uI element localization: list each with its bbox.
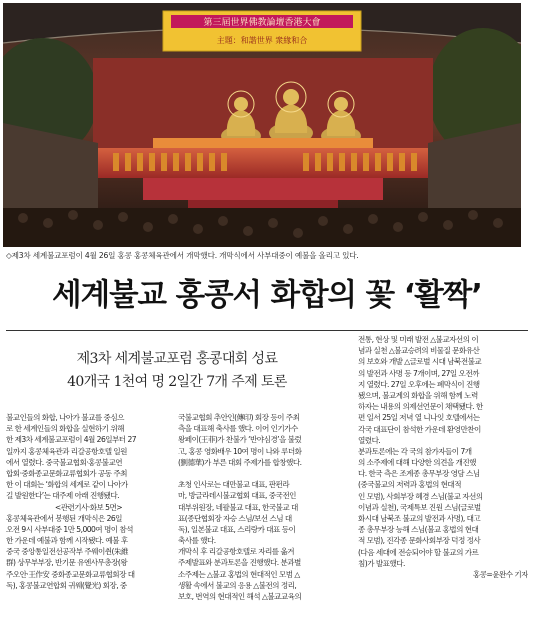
article-line: 주제발표와 분과토론을 진행했다. 분과별 <box>178 558 301 568</box>
article-line: 소주제는 △불교 홍법의 현대적인 모범 △ <box>178 569 300 579</box>
article-line: (다음 세대에 전승되어야 할 불교의 가르 <box>358 547 479 557</box>
article-line: 됐으며, 불교계의 화합을 위해 함께 노력 <box>358 390 478 400</box>
audience <box>3 208 521 247</box>
article-line: 로 한 세계인들의 화합을 실현하기 위해 <box>6 424 124 434</box>
article-line: 종 총무부장 능해 스님(불교 홍법의 현대 <box>358 525 479 535</box>
article-line <box>178 468 346 479</box>
article-line: (중국불교의 저력과 홍법의 현대적 <box>358 480 462 490</box>
article-line: 분과토론에는 각 국의 참가자들이 7개 <box>358 446 472 456</box>
article-line: 한 제3차 세계불교포럼이 4월 26일부터 27 <box>6 435 137 445</box>
article-line: 한 가운데 예불과 함께 시작됐다. 예불 후 <box>6 536 128 546</box>
article-line: 지 열렸다. 27일 오후에는 폐막식이 진행 <box>358 379 480 389</box>
article-line: 주오안·王作安 중화종교문화교류협회장 대 <box>6 569 135 579</box>
article-line: 적 모범), 진각종 문화사회부장 덕정 정사 <box>358 536 481 546</box>
article-line: 열렸다. <box>358 435 381 445</box>
banner-line2: 主題：和諧世界 衆緣和合 <box>216 36 308 45</box>
article-line: (劉德華)가 부른 대회 주제가를 합창했다. <box>178 457 302 467</box>
article-line: 표(종단협회장 자승 스님/보선 스님 대 <box>178 513 292 523</box>
article-line: 축사를 했다. <box>178 536 216 546</box>
article-column-1 <box>6 412 171 638</box>
article-line: 대부위원장, 네팔불교 대표, 한국불교 대 <box>178 502 298 512</box>
headline: 세계불교 홍콩서 화합의 꽃 ‘활짝’ <box>52 278 482 313</box>
article-line: 국불교협회 추안인(傳印) 회장 등이 주최 <box>178 413 300 422</box>
subhead-1: 제3차 세계불교포럼 홍콩대회 성료 <box>76 351 278 367</box>
article-line: 의 소주제에 대해 다양한 의견을 개진했 <box>358 458 476 468</box>
photo-caption: ◇제3차 세계불교포럼이 4월 26일 홍콩 홍콩체육관에서 개막했다. 개막식에서 사부대중이 예불을 올리고 있다. <box>6 251 359 260</box>
article-line: 화시대 남북조 불교의 발전과 사명), 대고 <box>358 514 481 523</box>
article-line: 길 발원한다’는 대주제 아래 진행됐다. <box>6 491 119 501</box>
article-line: <관련기사·화보 5면> <box>54 502 123 512</box>
article-line: 群) 상무부부장, 반기문 유엔사무총장(왕 <box>6 558 128 568</box>
banner <box>163 11 361 51</box>
banner-line1: 第三屆世界佛教論壇香港大會 <box>203 18 321 28</box>
article-line: 다. 한국 측은 조계종 총무부장 영담 스님 <box>358 469 480 479</box>
article-line: 각국 대표단이 참석한 가운데 환영만찬이 <box>358 424 481 434</box>
article-line: 이념과 실천), 국제특보 진원 스님(글로벌 <box>358 502 481 512</box>
article-line: 의 보호와 개발 △글로벌 시대 남북전불교 <box>358 357 482 367</box>
event-photo <box>3 3 521 247</box>
article-line: 왕페이(王菲)가 찬불가 ‘반야심경’을 불렀 <box>178 435 302 445</box>
divider <box>6 330 528 331</box>
article-line: 중국 중앙통일전선공작부 주웨이췬(朱維 <box>6 547 129 557</box>
article-line: 홍콩체육관에서 봉행된 개막식은 26일 <box>6 513 122 523</box>
article-line: 인 모범), 사회부장 혜경 스님(불교 자선의 <box>358 491 483 501</box>
event-photo-svg <box>3 3 521 247</box>
article-line: 독), 일본불교 대표, 스리랑카 대표 등이 <box>178 524 296 534</box>
article-line: 초청 인사로는 대만불교 대표, 판펀라 <box>178 480 290 490</box>
article-line: 보호, 번역의 현대적인 해석 △불교교육의 <box>178 592 302 601</box>
article-line: 독), 홍콩불교연합회 귀웨(覺光) 회장, 중 <box>6 580 127 590</box>
article-line: 일까지 홍콩체육관과 리갈공항호텔 일원 <box>6 446 127 456</box>
article-line: 하자는 내용의 의제선언문이 채택됐다. 한 <box>358 402 483 412</box>
article-line: 에서 열렸다. 중국불교협회·홍콩불교연 <box>6 457 123 467</box>
article-line: 의 발전과 사명 등 7개이며, 27일 오전까 <box>358 368 479 378</box>
article-line: 홍콩=윤완수 기자 <box>472 569 528 579</box>
article-line: 한 이 대회는 ‘화합의 세계로 같이 나아가 <box>6 480 128 490</box>
article-line: 편 일서 25일 저녁 열 니나잇 호텔에서는 <box>358 413 480 423</box>
article-line: 측을 대표해 축사를 했다. 이어 인기가수 <box>178 424 298 434</box>
subhead-2: 40개국 1천여 명 2일간 7개 주제 토론 <box>67 374 287 390</box>
article-line: 오전 9시 사부대중 1만 5,000여 명이 참석 <box>6 524 133 534</box>
article-column-3 <box>358 334 528 640</box>
article-line: 념과 실천 △불교승려의 비물질 문화유산 <box>358 346 480 356</box>
article-line: 불교인들의 화합, 나아가 불교를 중심으 <box>6 413 124 422</box>
article-column-2 <box>178 412 346 638</box>
article-line: 마, 방글라데시불교협회 대표, 중국전인 <box>178 491 296 501</box>
article-line: 합회·중화종교문화교류협회가 공동 주최 <box>6 468 127 478</box>
article-line: 전통, 현상 및 미래 발전 △불교자선의 이 <box>358 335 479 344</box>
article-line: 개막식 후 리갈공항호텔로 자리를 옮겨 <box>178 547 295 557</box>
article-line: 침)가 발표했다. <box>358 558 405 568</box>
article-line: 고, 홍콩 영화배우 10여 명이 나와 루더화 <box>178 446 302 456</box>
article-line: 생활 속에서 불교의 응용 △불전의 정리, <box>178 580 297 590</box>
